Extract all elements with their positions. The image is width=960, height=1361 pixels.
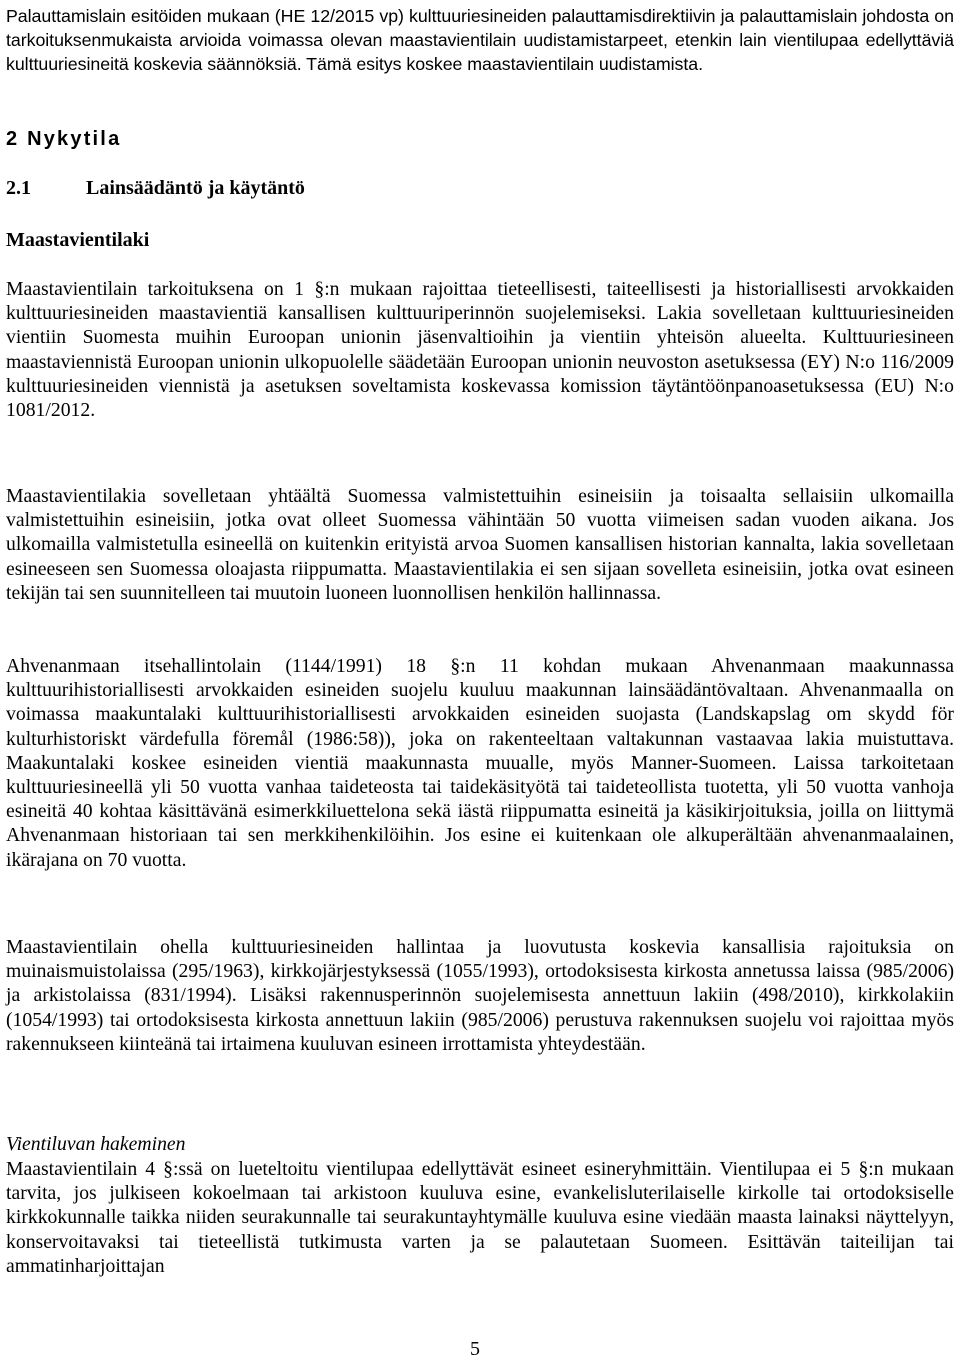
body-paragraph: Maastavientilain ohella kulttuuriesineiden hallintaa ja luovutusta koskevia kansallisia rajoituksia on muinaismuistolaissa (295/1963), kirkkojärjestyksessä (1055/1993), ortodoksisesta kirkosta annetussa laissa (985/2006) ja arkistolaissa (831/1994). Lisäksi rakennusperinnön suojelemisesta annettuun lakiin (498/2010), kirkkolakiin (1054/1993) tai ortodoksisesta kirkosta annettuun lakiin (985/2006) perustuva rakennuksen suojelu voi rajoittaa myös rakennukseen kiinteänä tai irtaimena kuuluvan esineen irrottamista yhteydestään.: [6, 936, 954, 1055]
subsection-number: 2.1: [6, 177, 31, 199]
body-paragraph: Maastavientilain tarkoituksena on 1 §:n mukaan rajoittaa tieteellisesti, taiteellisesti ja historiallisesti arvokkaiden kulttuuriesineiden maastavientiä kansallisen kulttuuriperinnön suojelemiseksi. Lakia sovelletaan kulttuuriesineiden vientiin Suomesta muihin Euroopan unionin jäsenvaltioihin ja vientiin yhteisön alueelta. Kulttuuriesineen maastaviennistä Euroopan unionin ulkopuolelle säädetään Euroopan unionin neuvoston asetuksessa (EY) N:o 116/2009 kulttuuriesineiden viennistä ja asetuksen soveltamista koskevassa komission täytäntöönpanoasetuksessa (EU) N:o 1081/2012.: [6, 278, 954, 422]
subsection-title: Lainsäädäntö ja käytäntö: [86, 177, 305, 199]
topic-heading: Maastavientilaki: [6, 229, 150, 251]
body-paragraph: Ahvenanmaan itsehallintolain (1144/1991) 18 §:n 11 kohdan mukaan Ahvenanmaan maakunnassa kulttuurihistoriallisesti arvokkaiden esineiden suojelu kuuluu maakunnan lainsäädäntövaltaan. Ahvenanmaalla on voimassa maakuntalaki kulttuurihistoriallisesti arvokkaiden esineiden suojasta (Landskapslag om skydd för kulturhistoriskt värdefulla föremål (1986:58)), joka on rakenteeltaan valtakunnan vastaavaa lakia muistuttava. Maakuntalaki koskee esineiden vientiä maakunnasta muualle, myös Manner-Suomeen. Laissa tarkoitetaan kulttuuriesineellä yli 50 vuotta vanhaa taideteosta tai taidekäsityötä tai taideteollista tuotetta, yli 50 vuotta vanhoja esineitä 40 kohtaa käsittävänä esimerkkiluettelona sekä iästä riippumatta esineitä ja käsikirjoituksia, joilla on liittymä Ahvenanmaan historiaan tai sen merkkihenkilöihin. Jos esine ei kuitenkaan ole alkuperältään ahvenanmaalainen, ikärajana on 70 vuotta.: [6, 655, 954, 871]
italic-subheading: Vientiluvan hakeminen: [6, 1133, 186, 1155]
body-paragraph: Maastavientilakia sovelletaan yhtäältä Suomessa valmistettuihin esineisiin ja toisaalta sellaisiin ulkomailla valmistettuihin esineisiin, jotka ovat olleet Suomessa vähintään 50 vuotta viimeisen sadan vuoden aikana. Jos ulkomailla valmistetulla esineellä on kuitenkin erityistä arvoa Suomen kansallisen historian kannalta, lakia sovelletaan esineeseen sen Suomessa oloajasta riippumatta. Maastavientilakia ei sen sijaan sovelleta esineisiin, jotka ovat esineen tekijän tai sen suunnitelleen tai muutoin luoneen luonnollisen henkilön hallinnassa.: [6, 485, 954, 604]
intro-paragraph: Palauttamislain esitöiden mukaan (HE 12/2015 vp) kulttuuriesineiden palauttamisdirektiivin ja palauttamislain johdosta on tarkoituksenmukaista arvioida voimassa olevan maastavientilain uudistamistarpeet, etenkin lain vientilupaa edellyttäviä kulttuuriesineitä koskevia säännöksiä. Tämä esitys koskee maastavientilain uudistamista.: [6, 6, 954, 75]
subsection-heading: [6, 177, 305, 200]
body-paragraph: Maastavientilain 4 §:ssä on lueteltoitu vientilupaa edellyttävät esineet esineryhmittäin. Vientilupaa ei 5 §:n mukaan tarvita, jos julkiseen kokoelmaan tai arkistoon kuuluva esine, evankelisluterilaiselle kirkolle tai ortodoksiselle kirkkokunnalle taikka niiden seurakunnalle tai seurakuntayhtymälle kuuluva esine viedään maasta lainaksi näyttelyyn, konservoitavaksi tai tieteellistä tutkimusta varten ja se palautetaan Suomeen. Esittävän taiteilijan tai ammatinharjoittajan: [6, 1158, 954, 1277]
section-heading: 2 Nykytila: [6, 128, 122, 150]
page-number: 5: [470, 1338, 480, 1360]
